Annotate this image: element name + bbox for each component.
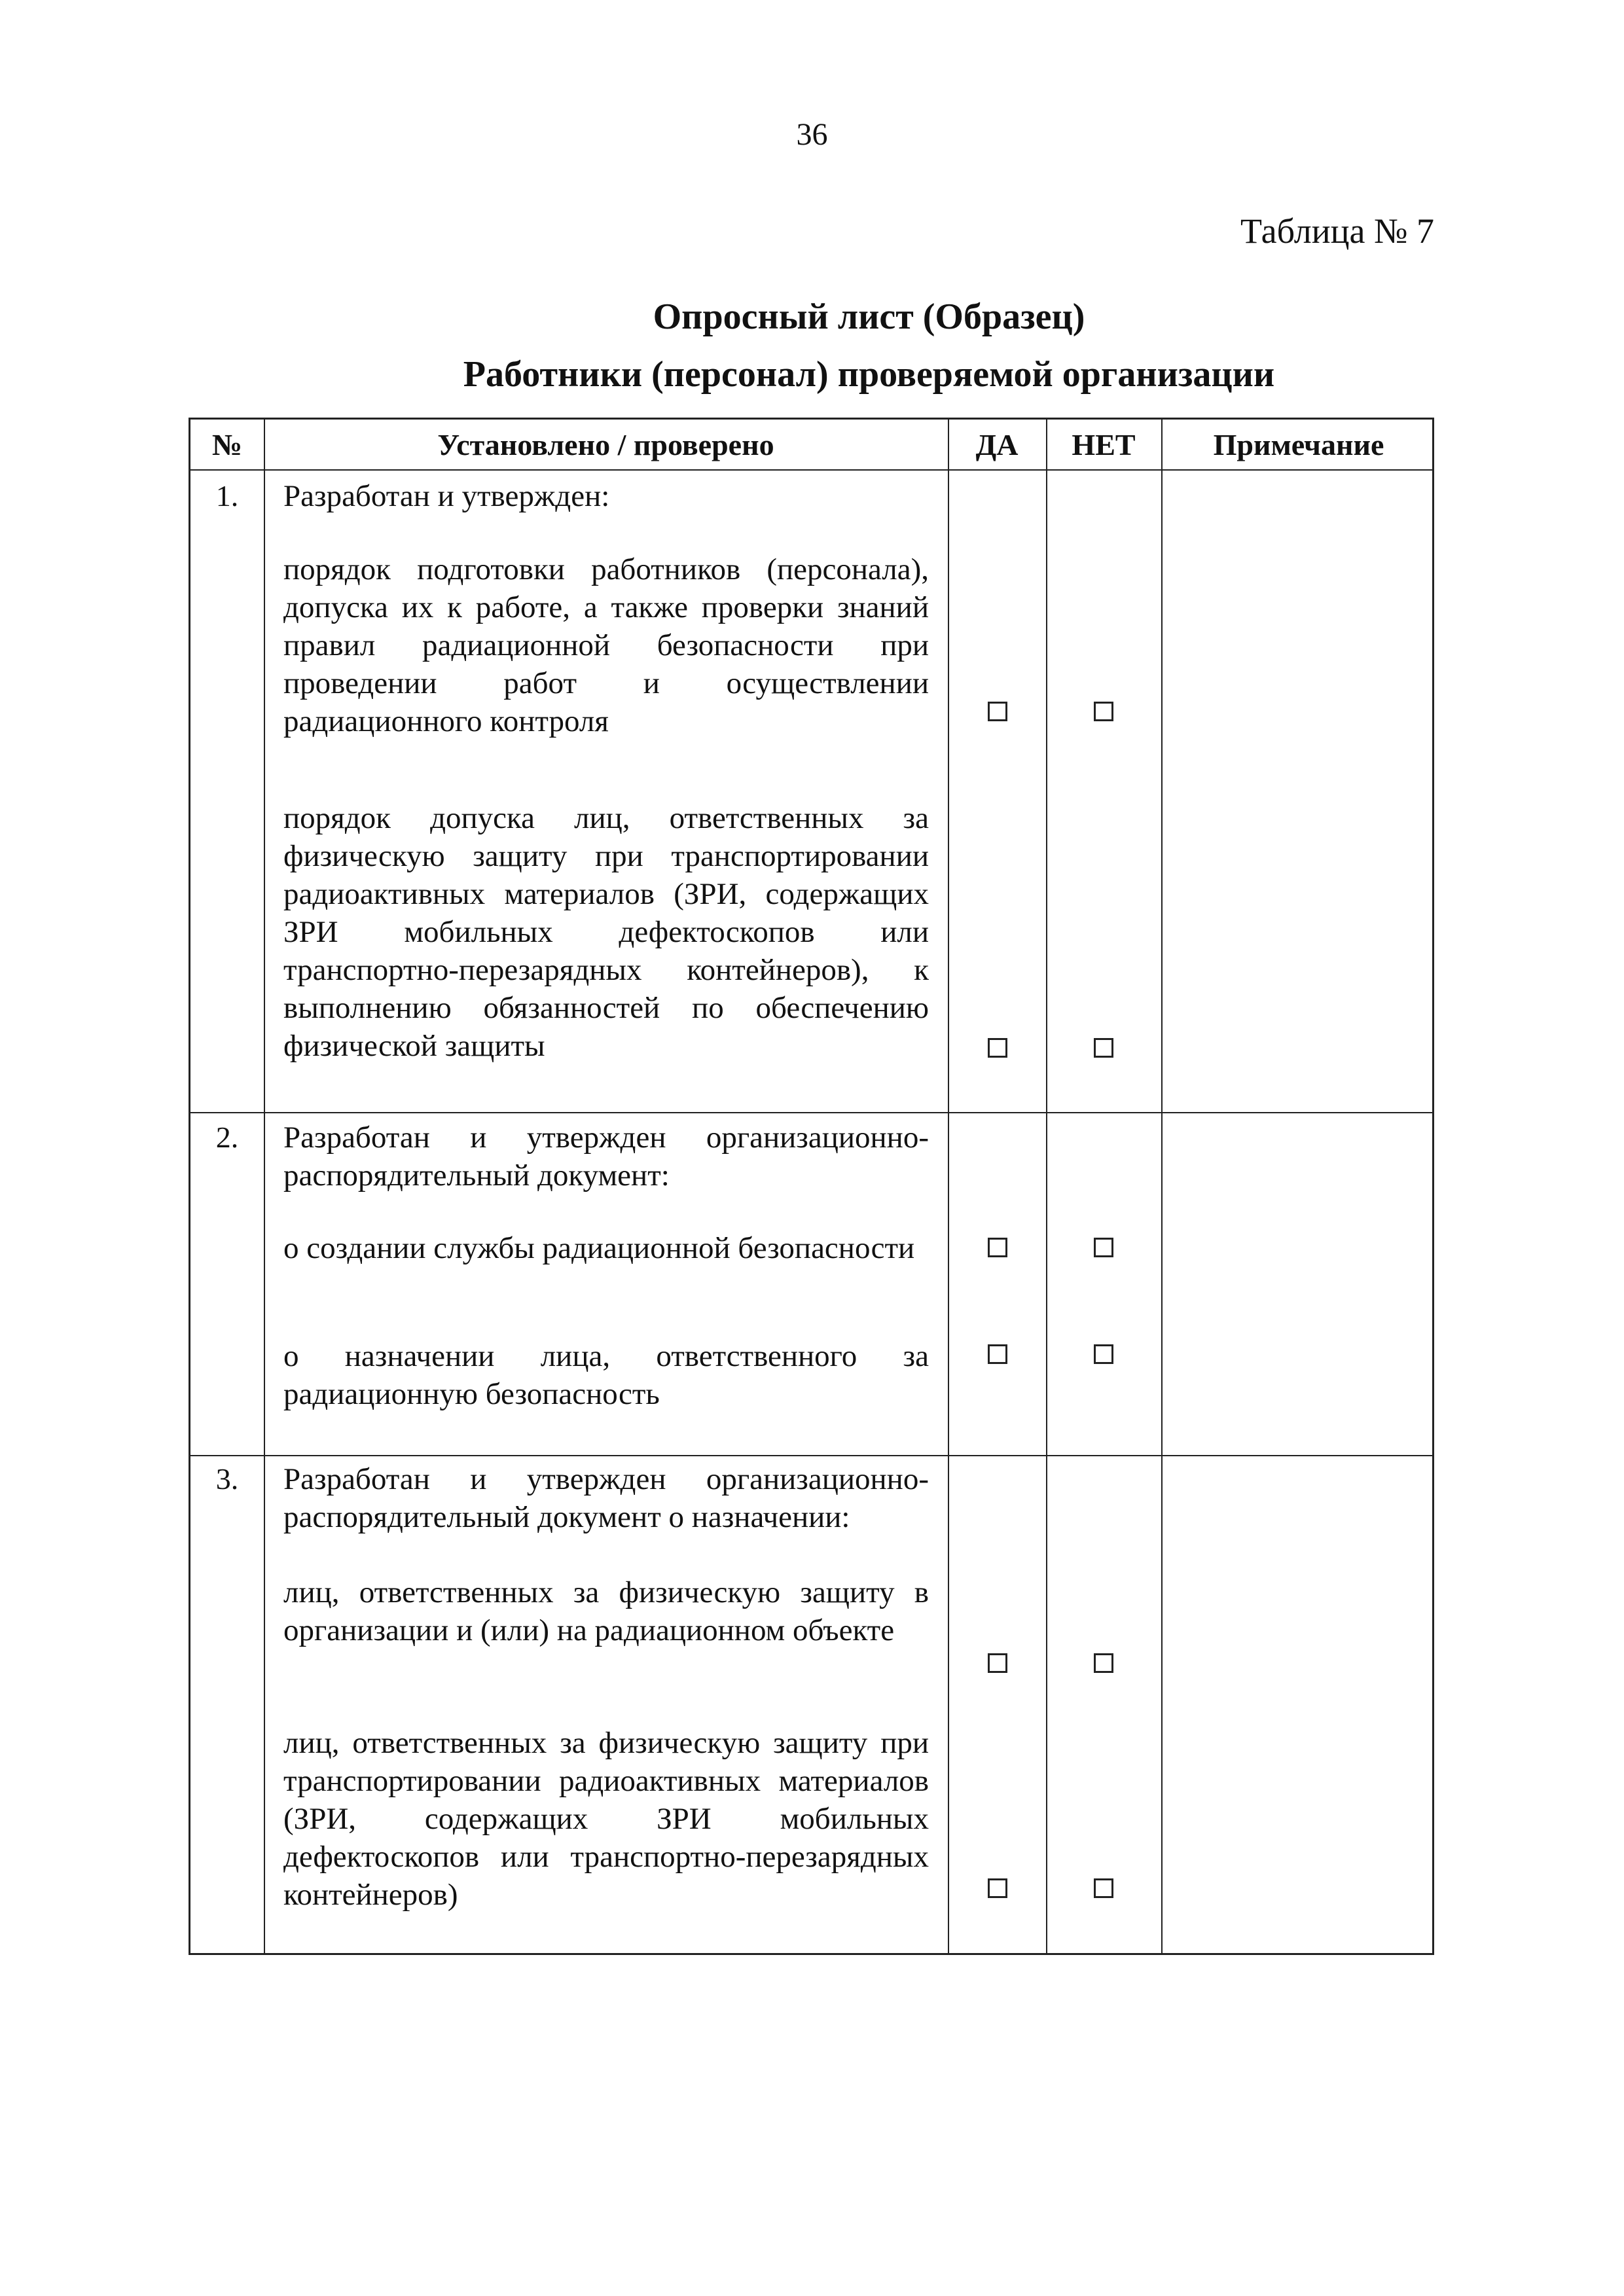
yes-checkbox[interactable] <box>988 1878 1007 1898</box>
title-line-2: Работники (персонал) проверяемой организации <box>463 354 1275 395</box>
header-num: № <box>211 427 243 461</box>
sub-item-text: порядок подготовки работников (персонала), допуска их к работе, а также проверки знаний правил радиационной безопасности при проведении работ и осуществлении радиационного контроля <box>283 552 929 738</box>
header-divider <box>190 469 1432 471</box>
row-number: 2. <box>215 1121 239 1154</box>
yes-checkbox[interactable] <box>988 702 1007 721</box>
row-lead-text: Разработан и утвержден организационно-распорядительный документ: <box>283 1121 929 1193</box>
header-no: НЕТ <box>1072 427 1136 461</box>
no-checkbox[interactable] <box>1094 1653 1113 1673</box>
sub-item-text: о создании службы радиационной безопасности <box>283 1231 915 1265</box>
column-divider <box>948 420 949 1953</box>
row-lead-text: Разработан и утвержден: <box>283 479 610 513</box>
yes-checkbox[interactable] <box>988 1653 1007 1673</box>
header-yes: ДА <box>975 427 1019 461</box>
table-label: Таблица № 7 <box>1240 211 1434 251</box>
questionnaire-table <box>189 418 1434 1955</box>
yes-checkbox[interactable] <box>988 1344 1007 1364</box>
title-line-1: Опросный лист (Образец) <box>653 296 1085 337</box>
yes-checkbox[interactable] <box>988 1038 1007 1058</box>
column-divider <box>1161 420 1163 1953</box>
no-checkbox[interactable] <box>1094 1878 1113 1898</box>
yes-checkbox[interactable] <box>988 1238 1007 1257</box>
row-number: 1. <box>215 479 239 512</box>
row-divider <box>190 1455 1432 1456</box>
sub-item-text: лиц, ответственных за физическую защиту в организации и (или) на радиационном объекте <box>283 1575 929 1647</box>
header-note: Примечание <box>1213 427 1384 461</box>
column-divider <box>1046 420 1047 1953</box>
no-checkbox[interactable] <box>1094 1038 1113 1058</box>
sub-item-text: о назначении лица, ответственного за радиационную безопасность <box>283 1339 929 1411</box>
page-number: 36 <box>796 117 828 152</box>
row-number: 3. <box>215 1462 239 1496</box>
row-lead-text: Разработан и утвержден организационно-распорядительный документ о назначении: <box>283 1462 929 1534</box>
document-title <box>0 288 1624 403</box>
no-checkbox[interactable] <box>1094 1238 1113 1257</box>
header-established: Установлено / проверено <box>437 427 774 461</box>
no-checkbox[interactable] <box>1094 1344 1113 1364</box>
sub-item-text: лиц, ответственных за физическую защиту при транспортировании радиоактивных материалов (ЗРИ, содержащих ЗРИ мобильных дефектоскопов или транспортно-перезарядных контейнеров) <box>283 1726 929 1912</box>
row-divider <box>190 1112 1432 1113</box>
column-divider <box>264 420 265 1953</box>
no-checkbox[interactable] <box>1094 702 1113 721</box>
sub-item-text: порядок допуска лиц, ответственных за физическую защиту при транспортировании радиоактивных материалов (ЗРИ, содержащих ЗРИ мобильных дефектоскопов или транспортно-перезарядных контейнеров), к выполнению обязанностей по обеспечению физической защиты <box>283 801 929 1063</box>
